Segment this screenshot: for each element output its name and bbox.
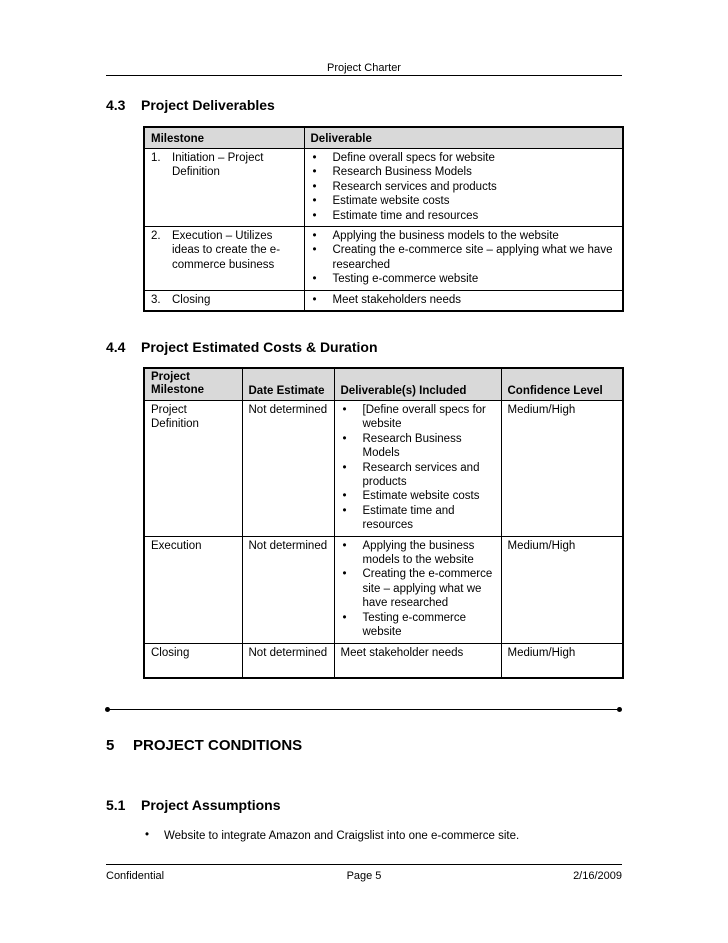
deliverables-cell xyxy=(334,536,501,643)
list-item: • Applying the business models to the website xyxy=(341,539,495,568)
col-header-project-milestone: Project Milestone xyxy=(144,368,242,401)
milestone-number: 2. xyxy=(151,230,161,243)
milestone-cell: Project Definition xyxy=(144,401,242,537)
milestone-cell xyxy=(144,149,304,227)
list-item: • Research services and products xyxy=(311,180,617,194)
section-5-title: PROJECT CONDITIONS xyxy=(133,737,303,754)
table-row xyxy=(144,290,623,311)
section-5-1-number: 5.1 xyxy=(106,797,126,813)
confidence-cell: Medium/High xyxy=(501,401,623,537)
header-rule xyxy=(106,75,622,76)
col-header-milestone: Milestone xyxy=(144,127,304,149)
section-divider xyxy=(108,709,620,710)
footer-rule xyxy=(106,864,622,865)
date-cell: Not determined xyxy=(242,536,334,643)
milestone-label: Execution – Utilizes ideas to create the e-commerce business xyxy=(172,230,281,271)
assumption-item: Website to integrate Amazon and Craigslist into one e-commerce site. xyxy=(164,830,520,842)
date-cell: Not determined xyxy=(242,401,334,537)
deliverables-table xyxy=(143,126,624,312)
divider-right-dot xyxy=(617,707,622,712)
section-5-number: 5 xyxy=(106,737,115,754)
milestone-label: Initiation – Project Definition xyxy=(172,152,264,179)
section-4-4-title: Project Estimated Costs & Duration xyxy=(141,339,378,355)
deliverable-cell xyxy=(304,149,623,227)
deliverable-cell xyxy=(304,290,623,311)
list-item: • Research services and products xyxy=(341,461,495,490)
table-row xyxy=(144,149,623,227)
list-item: • Meet stakeholders needs xyxy=(311,293,617,307)
list-item: • Estimate time and resources xyxy=(311,209,617,223)
list-item: • Estimate time and resources xyxy=(341,504,495,533)
page-header-title: Project Charter xyxy=(327,62,401,74)
list-item: • Define overall specs for website xyxy=(311,151,617,165)
table-row xyxy=(144,536,623,643)
assumption-bullet-icon: • xyxy=(145,829,150,841)
list-item: • Testing e-commerce website xyxy=(311,272,617,286)
milestone-cell xyxy=(144,227,304,291)
section-4-3-title: Project Deliverables xyxy=(141,97,275,113)
table-row xyxy=(144,401,623,537)
section-4-3-number: 4.3 xyxy=(106,97,126,113)
confidence-cell: Medium/High xyxy=(501,536,623,643)
col-header-date-estimate: Date Estimate xyxy=(242,368,334,401)
date-cell: Not determined xyxy=(242,643,334,678)
section-4-4-number: 4.4 xyxy=(106,339,126,355)
deliverable-cell xyxy=(304,227,623,291)
list-item: • Creating the e-commerce site – applying what we have researched xyxy=(341,567,495,610)
milestone-number: 3. xyxy=(151,293,161,306)
milestone-label: Closing xyxy=(172,293,211,306)
footer-left: Confidential xyxy=(106,870,165,882)
section-5-1-title: Project Assumptions xyxy=(141,797,281,813)
confidence-cell: Medium/High xyxy=(501,643,623,678)
list-item: • Estimate website costs xyxy=(341,489,495,503)
deliverables-cell: Meet stakeholder needs xyxy=(334,643,501,678)
list-item: • Research Business Models xyxy=(341,432,495,461)
list-item: • Research Business Models xyxy=(311,165,617,179)
milestone-cell: Closing xyxy=(144,643,242,678)
list-item: • Estimate website costs xyxy=(311,194,617,208)
col-header-confidence-level: Confidence Level xyxy=(501,368,623,401)
costs-header-row xyxy=(144,368,623,401)
list-item: • [Define overall specs for website xyxy=(341,403,495,432)
list-item: • Creating the e-commerce site – applying what we have researched xyxy=(311,243,617,272)
milestone-number: 1. xyxy=(151,152,161,164)
deliverables-header-row xyxy=(144,127,623,149)
milestone-cell: Execution xyxy=(144,536,242,643)
footer-page-number: Page 5 xyxy=(346,870,382,882)
table-row xyxy=(144,643,623,678)
deliverables-cell xyxy=(334,401,501,537)
milestone-cell xyxy=(144,290,304,311)
footer-date: 2/16/2009 xyxy=(573,870,622,882)
costs-duration-table xyxy=(143,367,624,679)
list-item: • Applying the business models to the website xyxy=(311,229,617,243)
col-header-deliverable: Deliverable xyxy=(304,127,623,149)
table-row xyxy=(144,227,623,291)
col-header-deliverables-included: Deliverable(s) Included xyxy=(334,368,501,401)
list-item: • Testing e-commerce website xyxy=(341,611,495,640)
